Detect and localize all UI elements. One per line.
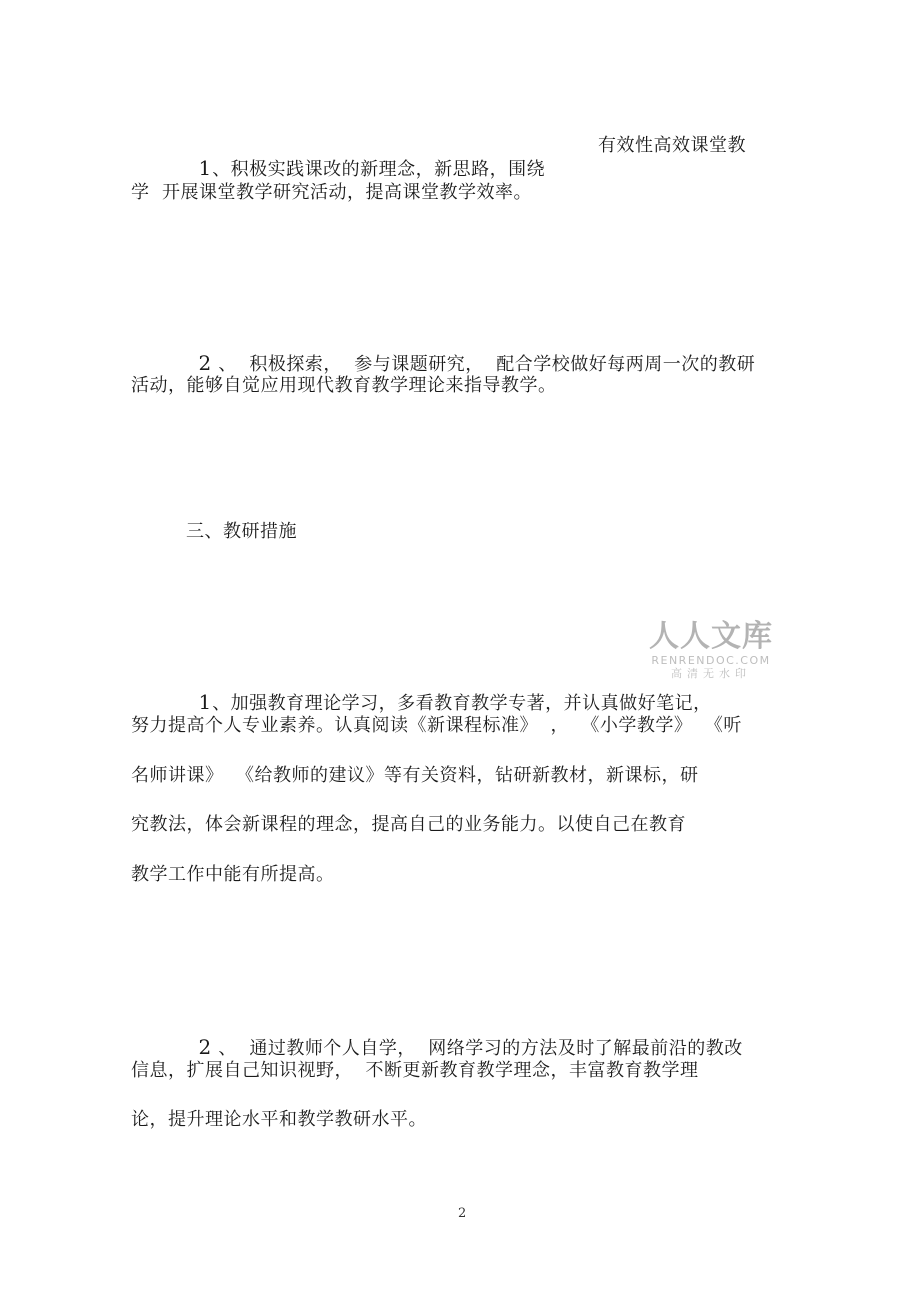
measure-1-line-1 <box>186 666 712 716</box>
measure-2-line-2: 信息，扩展自己知识视野， 不断更新教育教学理念，丰富教育教学理 <box>131 1060 699 1081</box>
paragraph-2-line-1 <box>186 327 755 377</box>
measure-1-line-2: 努力提高个人专业素养。认真阅读《新课程标准》 ， 《小学教学》 《听 <box>131 715 742 736</box>
measure-2-text: 、 通过教师个人自学， 网络学习的方法及时了解最前沿的教改 <box>212 1038 743 1059</box>
page-number: 2 <box>458 1206 467 1221</box>
measure-2-number: 2 <box>198 1035 213 1059</box>
watermark-title: 人人文库 <box>649 619 773 654</box>
paragraph-1-line-2: 学 开展课堂教学研究活动，提高课堂教学效率。 <box>131 182 532 203</box>
paragraph-2-number: 2 <box>198 351 213 375</box>
measure-1-line-5: 教学工作中能有所提高。 <box>131 864 335 885</box>
measure-1-line-3: 名师讲课》 《给教师的建议》等有关资料，钻研新教材，新课标，研 <box>131 765 699 786</box>
measure-1-text: 、加强教育理论学习，多看教育教学专著，并认真做好笔记， <box>212 693 712 714</box>
measure-2-line-3: 论，提升理论水平和教学教研水平。 <box>131 1109 427 1130</box>
measure-2-line-1 <box>186 1011 743 1061</box>
watermark <box>646 620 776 681</box>
paragraph-2-line-2: 活动，能够自觉应用现代教育教学理论来指导教学。 <box>131 375 557 396</box>
paragraph-1-text-a: 、积极实践课改的新理念，新思路，围绕 <box>212 159 546 180</box>
paragraph-1-line-1 <box>186 132 545 182</box>
paragraph-1-line-1b: 有效性高效课堂教 <box>598 135 746 156</box>
paragraph-1-number: 1 <box>198 156 213 180</box>
watermark-subtitle: 高清无水印 <box>671 667 751 680</box>
paragraph-2-text: 、 积极探索， 参与课题研究， 配合学校做好每两周一次的教研 <box>212 354 756 375</box>
section-heading: 三、教研措施 <box>186 521 297 542</box>
watermark-url: RENRENDOC.COM <box>651 654 771 667</box>
measure-1-number: 1 <box>198 690 213 714</box>
measure-1-line-4: 究教法，体会新课程的理念，提高自己的业务能力。以使自己在教育 <box>131 814 686 835</box>
